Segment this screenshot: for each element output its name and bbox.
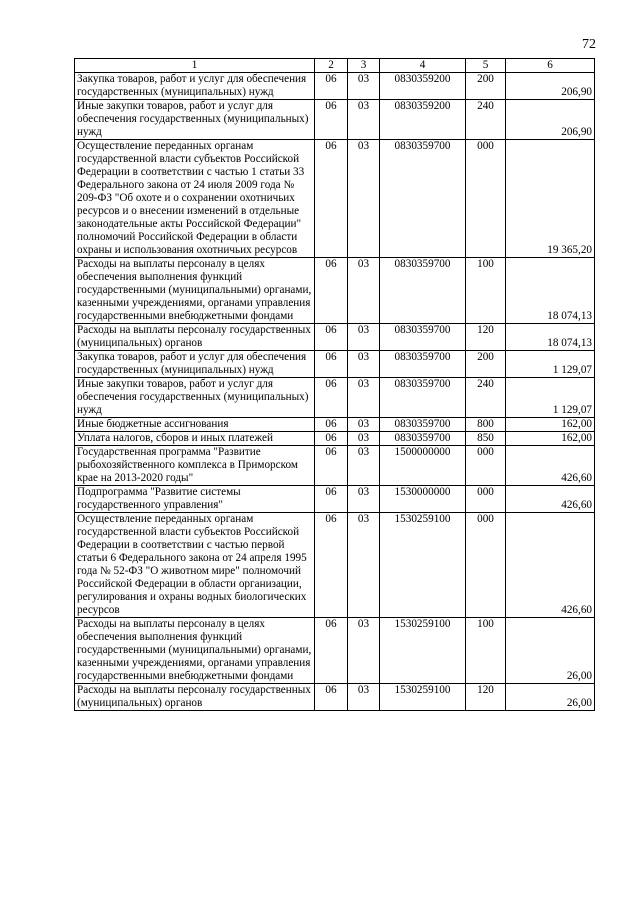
expense-type-cell: 200 [466,351,506,378]
table-row [75,446,595,486]
header-cell: 2 [315,59,348,73]
row-name-cell: Иные бюджетные ассигнования [75,418,315,432]
row-name-cell: Расходы на выплаты персоналу государственных (муниципальных) органов [75,684,315,711]
table-row [75,100,595,140]
target-article-cell: 0830359700 [380,432,466,446]
row-name-cell: Закупка товаров, работ и услуг для обеспечения государственных (муниципальных) нужд [75,73,315,100]
target-article-cell: 0830359700 [380,258,466,324]
amount-cell: 162,00 [506,418,595,432]
expense-type-cell: 000 [466,486,506,513]
amount-cell: 19 365,20 [506,140,595,258]
target-article-cell: 0830359700 [380,324,466,351]
expense-type-cell: 000 [466,513,506,618]
expense-type-cell: 000 [466,140,506,258]
expense-type-cell: 240 [466,378,506,418]
amount-cell: 26,00 [506,684,595,711]
subsection-code-cell: 03 [348,258,380,324]
section-code-cell: 06 [315,258,348,324]
section-code-cell: 06 [315,486,348,513]
expense-type-cell: 120 [466,684,506,711]
row-name-cell: Расходы на выплаты персоналу в целях обеспечения выполнения функций государственными (муниципальными) органами, казенными учреждениями, органами управления государственными внебюджетными фондами [75,618,315,684]
page-number: 72 [582,37,596,52]
target-article-cell: 0830359700 [380,418,466,432]
target-article-cell: 0830359700 [380,140,466,258]
subsection-code-cell: 03 [348,432,380,446]
header-cell: 1 [75,59,315,73]
amount-cell: 1 129,07 [506,378,595,418]
expense-type-cell: 850 [466,432,506,446]
subsection-code-cell: 03 [348,446,380,486]
table-row [75,140,595,258]
subsection-code-cell: 03 [348,618,380,684]
amount-cell: 162,00 [506,432,595,446]
target-article-cell: 1530259100 [380,618,466,684]
subsection-code-cell: 03 [348,100,380,140]
section-code-cell: 06 [315,73,348,100]
target-article-cell: 1530000000 [380,486,466,513]
subsection-code-cell: 03 [348,418,380,432]
row-name-cell: Уплата налогов, сборов и иных платежей [75,432,315,446]
header-cell: 4 [380,59,466,73]
row-name-cell: Государственная программа "Развитие рыбохозяйственного комплекса в Приморском крае на 2013-2020 годы" [75,446,315,486]
expense-type-cell: 200 [466,73,506,100]
subsection-code-cell: 03 [348,513,380,618]
target-article-cell: 1500000000 [380,446,466,486]
expense-type-cell: 800 [466,418,506,432]
subsection-code-cell: 03 [348,324,380,351]
row-name-cell: Осуществление переданных органам государственной власти субъектов Российской Федерации в соответствии с частью первой статьи 6 Федерального закона от 24 апреля 1995 года № 52-ФЗ "О животном мире" полномочий Российской Федерации в области организации, регулирования и охраны водных биологических ресурсов [75,513,315,618]
subsection-code-cell: 03 [348,378,380,418]
table-row [75,73,595,100]
table-row [75,684,595,711]
amount-cell: 426,60 [506,446,595,486]
target-article-cell: 0830359700 [380,351,466,378]
expense-type-cell: 120 [466,324,506,351]
expense-type-cell: 000 [466,446,506,486]
section-code-cell: 06 [315,351,348,378]
expense-type-cell: 240 [466,100,506,140]
section-code-cell: 06 [315,513,348,618]
table-row [75,486,595,513]
subsection-code-cell: 03 [348,73,380,100]
row-name-cell: Расходы на выплаты персоналу в целях обеспечения выполнения функций государственными (муниципальными) органами, казенными учреждениями, органами управления государственными внебюджетными фондами [75,258,315,324]
section-code-cell: 06 [315,324,348,351]
header-cell: 6 [506,59,595,73]
row-name-cell: Расходы на выплаты персоналу государственных (муниципальных) органов [75,324,315,351]
target-article-cell: 0830359700 [380,378,466,418]
section-code-cell: 06 [315,140,348,258]
table-row [75,324,595,351]
amount-cell: 18 074,13 [506,258,595,324]
table-row [75,378,595,418]
subsection-code-cell: 03 [348,140,380,258]
row-name-cell: Иные закупки товаров, работ и услуг для обеспечения государственных (муниципальных) нужд [75,100,315,140]
amount-cell: 26,00 [506,618,595,684]
table-row [75,618,595,684]
row-name-cell: Осуществление переданных органам государственной власти субъектов Российской Федерации в соответствии с частью 1 статьи 33 Федерального закона от 24 июля 2009 года № 209-ФЗ "Об охоте и о сохранении охотничьих ресурсов и о внесении изменений в отдельные законодательные акты Российской Федерации" полномочий Российской Федерации в области охраны и использования охотничьих ресурсов [75,140,315,258]
amount-cell: 1 129,07 [506,351,595,378]
table-header-row [75,59,595,73]
amount-cell: 426,60 [506,486,595,513]
subsection-code-cell: 03 [348,351,380,378]
target-article-cell: 0830359200 [380,73,466,100]
section-code-cell: 06 [315,418,348,432]
table-row [75,513,595,618]
row-name-cell: Закупка товаров, работ и услуг для обеспечения государственных (муниципальных) нужд [75,351,315,378]
table-row [75,351,595,378]
subsection-code-cell: 03 [348,684,380,711]
row-name-cell: Иные закупки товаров, работ и услуг для обеспечения государственных (муниципальных) нужд [75,378,315,418]
section-code-cell: 06 [315,100,348,140]
table-row [75,258,595,324]
table-row [75,418,595,432]
section-code-cell: 06 [315,618,348,684]
amount-cell: 426,60 [506,513,595,618]
section-code-cell: 06 [315,446,348,486]
target-article-cell: 1530259100 [380,684,466,711]
section-code-cell: 06 [315,378,348,418]
expense-type-cell: 100 [466,618,506,684]
table-row [75,432,595,446]
budget-table [74,58,595,711]
amount-cell: 206,90 [506,73,595,100]
header-cell: 3 [348,59,380,73]
section-code-cell: 06 [315,684,348,711]
target-article-cell: 1530259100 [380,513,466,618]
subsection-code-cell: 03 [348,486,380,513]
section-code-cell: 06 [315,432,348,446]
amount-cell: 18 074,13 [506,324,595,351]
expense-type-cell: 100 [466,258,506,324]
amount-cell: 206,90 [506,100,595,140]
target-article-cell: 0830359200 [380,100,466,140]
header-cell: 5 [466,59,506,73]
row-name-cell: Подпрограмма "Развитие системы государственного управления" [75,486,315,513]
